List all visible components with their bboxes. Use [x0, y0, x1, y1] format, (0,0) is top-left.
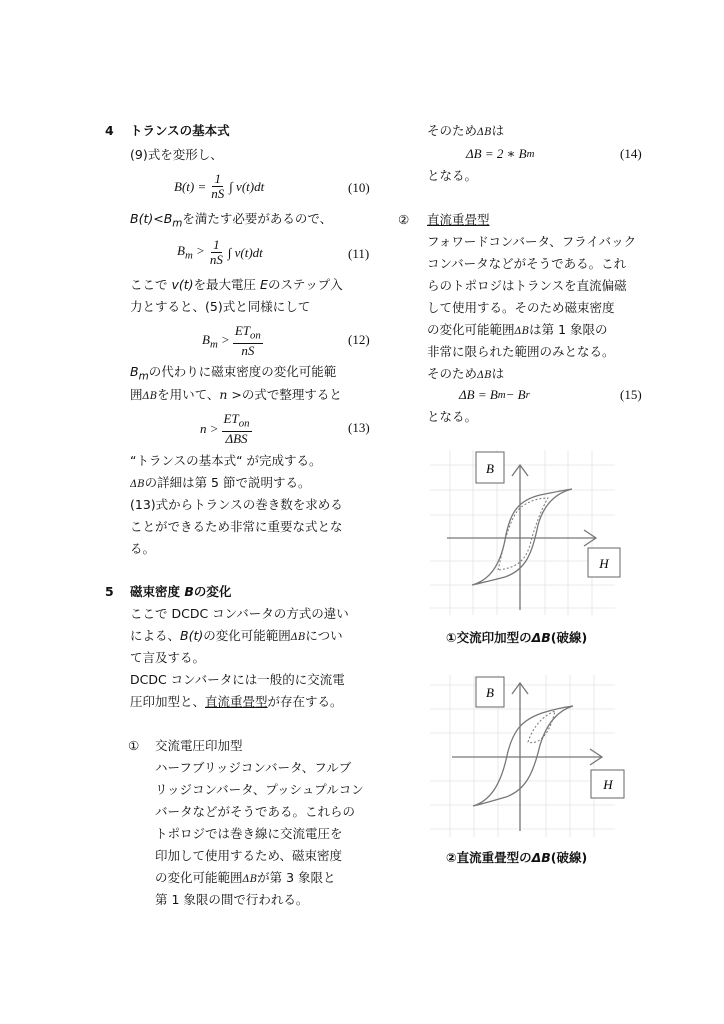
- text-line: る。: [130, 541, 156, 556]
- numerator: 1: [214, 171, 221, 186]
- text-line: ハーフブリッジコンバータ、フルブ: [155, 760, 352, 775]
- text: が第 3 象限と: [257, 870, 336, 885]
- text-line: バータなどがそうである。これらの: [155, 804, 356, 819]
- h-axis: [447, 530, 596, 546]
- bh-curve-figure-ac: [420, 440, 640, 630]
- math-text: B: [130, 364, 139, 379]
- text: の代わりに磁束密度の変化可能範: [148, 364, 337, 379]
- hysteresis-loop: [473, 706, 573, 806]
- math-text: ΔB: [130, 479, 145, 490]
- denominator: nS: [209, 252, 223, 267]
- text-line: “トランスの基本式“ が完成する。: [130, 453, 322, 468]
- equation-11: [177, 238, 263, 267]
- text-line: 力とすると、(5)式と同様にして: [130, 299, 311, 314]
- equation-14: ΔB = 2 ∗ B m: [466, 146, 535, 161]
- equation-number: (12): [348, 332, 370, 347]
- equation-number: (13): [348, 420, 370, 435]
- text-line: [130, 277, 343, 293]
- numerator: $ET_{on}$: [223, 411, 250, 430]
- equation-10: [174, 172, 264, 201]
- text: の変化可能範囲: [203, 628, 291, 643]
- text: の変化可能範囲: [155, 870, 243, 885]
- text-line: DCDC コンバータには一般的に交流電: [130, 672, 345, 687]
- text-line: となる。: [427, 409, 478, 424]
- text-line: [130, 387, 342, 405]
- eq-lhs: n >: [200, 420, 219, 436]
- text: そのため: [427, 366, 478, 381]
- text-line: コンバータなどがそうである。これ: [427, 256, 627, 271]
- denominator: nS: [241, 342, 255, 358]
- b-label: B: [486, 461, 494, 476]
- eq-fraction: [222, 412, 252, 446]
- grid: [430, 675, 615, 837]
- math-text: ΔB: [531, 630, 551, 645]
- numerator: $ET_{on}$: [234, 323, 261, 342]
- math-text: ΔB: [477, 127, 492, 138]
- h-axis: [452, 749, 602, 765]
- text: のステップ入: [267, 277, 343, 292]
- text-line: [130, 694, 343, 710]
- text: が存在する。: [267, 694, 343, 709]
- text: ここで: [130, 277, 172, 292]
- figure-caption: [446, 848, 587, 866]
- eq-fraction: [208, 238, 225, 267]
- text-line: ことができるため非常に重要な式とな: [130, 519, 343, 534]
- equation-number: (10): [348, 180, 370, 195]
- equation-13: [200, 412, 255, 446]
- text: (破線): [550, 630, 588, 645]
- text: 囲: [130, 387, 143, 402]
- denominator: ΔBS: [225, 430, 248, 446]
- text-line: トポロジでは巻き線に交流電圧を: [155, 826, 343, 841]
- math-text: B(t): [180, 628, 204, 643]
- math-text: ΔB: [290, 632, 306, 643]
- math-text: ΔB: [142, 391, 158, 402]
- text: 圧印加型と、: [130, 694, 206, 709]
- text: の変化可能範囲: [427, 322, 515, 337]
- delta-b-dashed-loop: [528, 711, 555, 743]
- eq-rhs: ∫ v(t)dt: [229, 178, 265, 194]
- item-marker: ②: [398, 212, 410, 227]
- eq-fraction: [209, 172, 226, 201]
- b-label: B: [486, 685, 494, 700]
- math-text: B: [184, 584, 194, 599]
- h-label: H: [599, 556, 609, 571]
- h-label: H: [603, 777, 613, 792]
- text: の式で整理すると: [241, 387, 342, 402]
- numerator: 1: [213, 237, 220, 252]
- text-line: (9)式を変形し、: [130, 147, 223, 162]
- math-text: ΔB: [531, 850, 551, 865]
- text: を最大電圧: [193, 277, 261, 292]
- text-line: [130, 628, 343, 646]
- text: は: [491, 123, 505, 138]
- subsection-title: 交流電圧印加型: [155, 738, 243, 753]
- eq-lhs: B(t) =: [174, 178, 207, 194]
- text-line: [155, 870, 336, 888]
- section-number: 4: [105, 123, 114, 138]
- math-text: ΔB: [477, 370, 492, 381]
- text-line: [427, 366, 504, 384]
- text: を用いて、: [157, 387, 220, 402]
- text-line: [427, 322, 608, 340]
- text: 磁束密度: [130, 584, 185, 599]
- text: による、: [130, 628, 181, 643]
- text-line: らのトポロジはトランスを直流偏磁: [427, 278, 627, 293]
- section-title: [130, 584, 231, 600]
- equation-15: ΔB = B m − B r: [459, 387, 530, 402]
- section-number: 5: [105, 584, 114, 599]
- math-sub: m: [138, 370, 149, 383]
- math-text: ΔB: [242, 874, 258, 885]
- equation-number: (11): [348, 246, 370, 261]
- text: の変化: [193, 584, 232, 599]
- equation-number: (15): [620, 387, 642, 402]
- text: (破線): [550, 850, 588, 865]
- math-text: E: [260, 277, 268, 292]
- hysteresis-loop: [472, 489, 572, 585]
- text-line: [130, 364, 336, 385]
- denominator: nS: [211, 186, 225, 201]
- text: ①交流印加型の: [446, 630, 532, 645]
- text-line: (13)式からトランスの巻き数を求める: [130, 497, 343, 512]
- math-text: ΔB: [514, 326, 530, 337]
- item-marker: ①: [128, 738, 140, 753]
- text: 直流重畳型: [205, 694, 268, 709]
- text-line: 第 1 象限の間で行われる。: [155, 892, 309, 907]
- section-title: トランスの基本式: [130, 123, 230, 138]
- text: につい: [305, 628, 343, 643]
- math-text: n >: [219, 387, 242, 402]
- math-sub: m: [172, 217, 183, 230]
- text-line: ここで DCDC コンバータの方式の違い: [130, 606, 349, 621]
- text-line: となる。: [427, 168, 478, 183]
- text: を満たす必要があるので、: [182, 211, 333, 226]
- eq-fraction: [233, 324, 263, 358]
- math-text: v(t): [171, 277, 194, 292]
- figure-caption: [446, 628, 587, 646]
- subsection-title: 直流重畳型: [427, 212, 490, 227]
- text-line: リッジコンバータ、プッシュプルコン: [155, 782, 364, 797]
- text-line: [427, 123, 504, 141]
- eq-rhs: ∫ v(t)dt: [227, 244, 263, 260]
- equation-number: (14): [620, 146, 642, 161]
- text: そのため: [427, 123, 478, 138]
- text-line: 非常に限られた範囲のみとなる。: [427, 344, 615, 359]
- text-line: て言及する。: [130, 650, 206, 665]
- text: ②直流重畳型の: [446, 850, 532, 865]
- text-line: [130, 211, 332, 232]
- equation-12: [202, 324, 266, 358]
- text: の詳細は第 5 節で説明する。: [144, 475, 311, 490]
- text-line: して使用する。そのため磁束密度: [427, 300, 615, 315]
- text: は: [491, 366, 505, 381]
- eq-lhs: $B_m$ >: [177, 243, 205, 262]
- text: は第 1 象限の: [529, 322, 608, 337]
- eq-lhs: $B_m$ >: [202, 331, 230, 351]
- bh-curve-figure-dc: [420, 665, 640, 845]
- math-text: B(t)<B: [130, 211, 173, 226]
- text-line: フォワードコンバータ、フライバック: [427, 234, 637, 249]
- text-line: 印加して使用するため、磁束密度: [155, 848, 343, 863]
- text-line: [130, 475, 310, 493]
